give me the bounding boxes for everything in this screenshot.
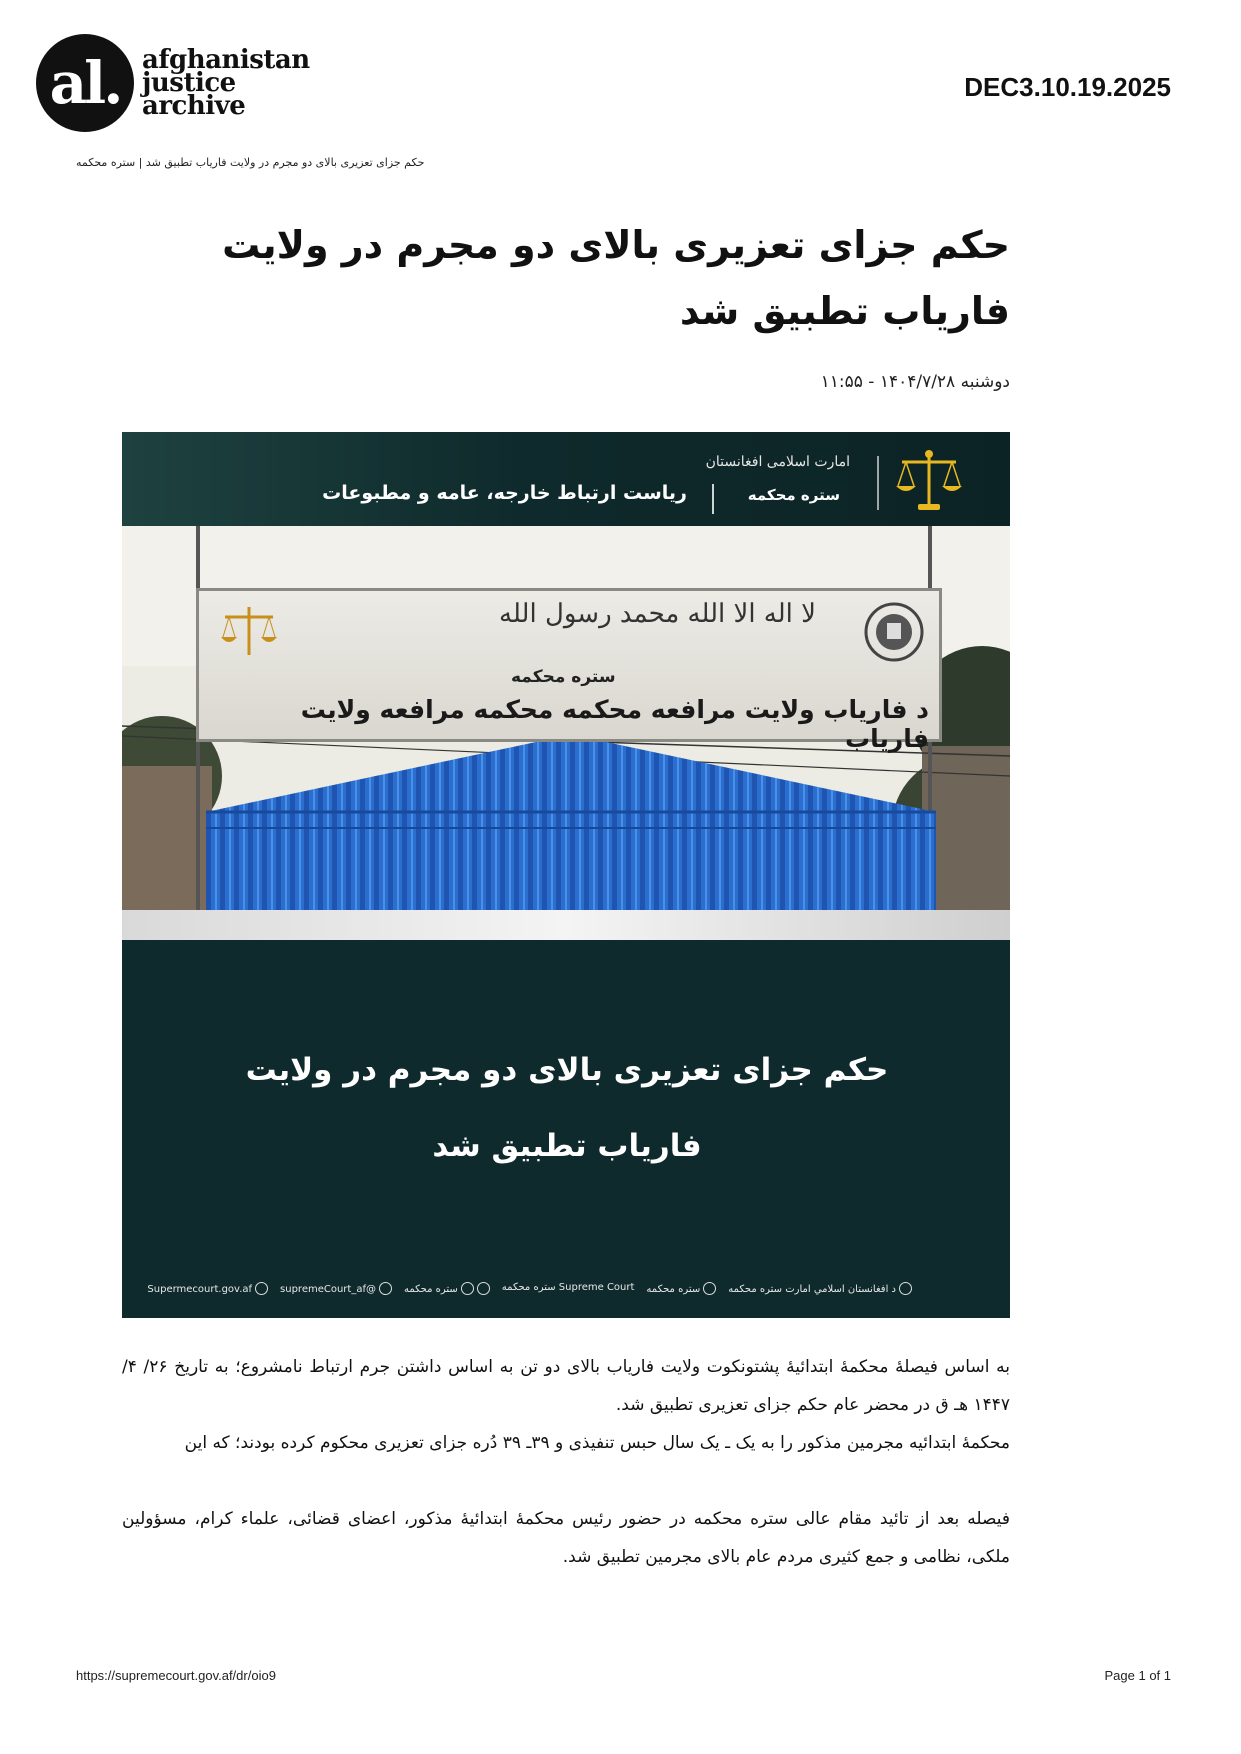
footer-item-facebook: ستره محکمه bbox=[646, 1282, 716, 1295]
x-icon bbox=[379, 1282, 392, 1295]
whatsapp-icon bbox=[461, 1282, 474, 1295]
logo-wordmark bbox=[142, 44, 310, 121]
footer-item-telegram: ستره محکمه bbox=[404, 1282, 490, 1295]
department-label: ریاست ارتباط خارجه، عامه و مطبوعات bbox=[322, 482, 687, 504]
emirate-emblem-icon bbox=[863, 601, 925, 663]
article-paragraph: به اساس فیصلهٔ محکمهٔ ابتدائیهٔ پشتونکوت ولایت فاریاب بالای دو تن به اساس داشتن جرم ارتباط نامشروع؛ به تاریخ ۲۶/ ۴/ ۱۴۴۷ هـ ق در محضر عام حکم جزای تعزیری تطبیق شد. bbox=[122, 1357, 1010, 1415]
footer-item-youtube: د افغانستان اسلامي امارت ستره محکمه bbox=[728, 1282, 912, 1295]
breadcrumb: حکم جزای تعزیری بالای دو مجرم در ولایت فاریاب تطبیق شد | ستره محکمه bbox=[76, 156, 425, 169]
youtube-icon bbox=[899, 1282, 912, 1295]
image-header-band bbox=[122, 432, 1010, 526]
blue-gate bbox=[206, 742, 936, 910]
article-body bbox=[122, 1348, 1010, 1576]
document-id: DEC3.10.19.2025 bbox=[964, 72, 1171, 102]
sign-calligraphy: لا اله الا الله محمد رسول الله bbox=[499, 599, 816, 629]
article-title: حکم جزای تعزیری بالای دو مجرم در ولایت فاریاب تطبیق شد bbox=[222, 223, 1010, 333]
court-gate-photo bbox=[122, 526, 1010, 910]
image-divider-band bbox=[122, 910, 1010, 940]
header-divider bbox=[712, 484, 714, 514]
telegram-icon bbox=[477, 1282, 490, 1295]
footer-item-website: Supermecourt.gov.af bbox=[147, 1282, 268, 1295]
logo-line-1: afghanistan bbox=[142, 44, 310, 75]
archive-logo bbox=[36, 34, 310, 132]
sign-scales-icon bbox=[219, 603, 279, 663]
image-social-footer bbox=[147, 1282, 912, 1295]
image-caption: حکم جزای تعزیری بالای دو مجرم در ولایت فاریاب تطبیق شد bbox=[245, 1052, 889, 1164]
facebook-icon bbox=[703, 1282, 716, 1295]
source-url: https://supremecourt.gov.af/dr/oio9 bbox=[76, 1668, 276, 1683]
footer-item-supreme-court: Supreme Court ستره محکمه bbox=[501, 1282, 635, 1293]
sign-court-label: ستره محکمه bbox=[511, 667, 616, 687]
article-date: دوشنبه ۱۴۰۴/۷/۲۸ - ۱۱:۵۵ bbox=[820, 372, 1010, 392]
article-paragraph: محکمهٔ ابتدائیه مجرمین مذکور را به یک ـ یک سال حبس تنفیذی و ۳۹ـ ۳۹ دُره جزای تعزیری محکوم کرده بودند؛ که این bbox=[184, 1433, 1010, 1453]
sign-court-name: د فاریاب ولایت مرافعه محکمه محکمه مرافعه ولایت فاریاب bbox=[300, 695, 929, 753]
footer-item-x: @supremeCourt_af bbox=[280, 1282, 392, 1295]
scales-of-justice-icon bbox=[894, 446, 964, 516]
court-label: ستره محکمه bbox=[747, 486, 840, 504]
globe-icon bbox=[255, 1282, 268, 1295]
logo-line-2: justice bbox=[142, 67, 236, 98]
logo-line-3: archive bbox=[142, 90, 246, 121]
article-paragraph: فیصله بعد از تائید مقام عالی ستره محکمه در حضور رئیس محکمهٔ ابتدائیهٔ مذکور، اعضای قضائی، علماء کرام، مسؤولین ملکی، نظامی و جمع کثیری مردم عام بالای مجرمین تطبیق شد. bbox=[122, 1509, 1010, 1567]
emirate-label: امارت اسلامی افغانستان bbox=[705, 454, 850, 470]
logo-mark: al. bbox=[36, 34, 134, 132]
page-number: Page 1 of 1 bbox=[1104, 1668, 1171, 1683]
court-signboard bbox=[196, 588, 942, 753]
header-divider bbox=[877, 456, 879, 510]
article-image bbox=[122, 432, 1010, 1318]
